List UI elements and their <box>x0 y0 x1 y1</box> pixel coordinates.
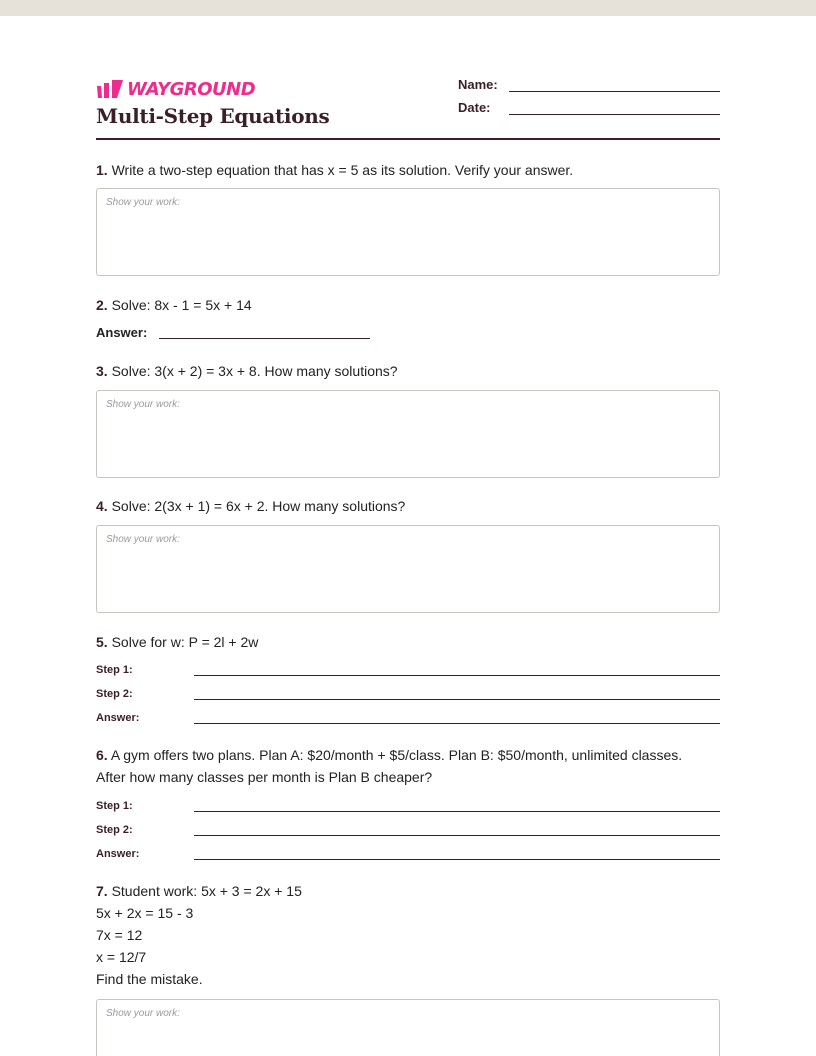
worksheet-header <box>96 76 720 140</box>
question-number: 2. <box>96 297 108 313</box>
question-number: 5. <box>96 634 108 650</box>
question-7 <box>96 880 720 990</box>
question-5 <box>96 631 720 653</box>
question-text: Solve: 2(3x + 1) = 6x + 2. How many solutions? <box>111 498 406 514</box>
question-number: 1. <box>96 162 108 178</box>
question-text: A gym offers two plans. Plan A: $20/month + $5/class. Plan B: $50/month, unlimited classes. <box>110 747 683 763</box>
student-work-line: 7x = 12 <box>96 927 143 943</box>
question-4 <box>96 495 720 517</box>
name-line[interactable] <box>509 91 720 92</box>
logo-text: WAYGROUND <box>127 78 256 100</box>
student-work-line: 5x + 2x = 15 - 3 <box>96 905 194 921</box>
question-text: Solve: 3(x + 2) = 3x + 8. How many solutions? <box>111 363 398 379</box>
work-box-3[interactable] <box>96 390 720 478</box>
work-placeholder: Show your work: <box>106 1008 180 1019</box>
answer-row[interactable] <box>96 848 720 864</box>
answer-label: Answer: <box>96 712 140 724</box>
question-line-2: After how many classes per month is Plan B cheaper? <box>96 769 433 785</box>
step-1-label: Step 1: <box>96 800 133 812</box>
answer-row[interactable] <box>96 712 720 728</box>
work-box-1[interactable] <box>96 188 720 276</box>
name-label: Name: <box>458 77 498 92</box>
date-label: Date: <box>458 100 491 115</box>
answer-line[interactable] <box>194 859 720 860</box>
work-placeholder: Show your work: <box>106 197 180 208</box>
wayground-logo-icon <box>96 79 124 99</box>
step-1-row[interactable] <box>96 664 720 680</box>
question-1 <box>96 159 720 181</box>
work-placeholder: Show your work: <box>106 399 180 410</box>
step-1-row[interactable] <box>96 800 720 816</box>
question-text: Solve for w: P = 2l + 2w <box>111 634 259 650</box>
student-work-line: x = 12/7 <box>96 949 147 965</box>
step-1-line[interactable] <box>194 811 720 812</box>
answer-line[interactable] <box>194 723 720 724</box>
top-strip <box>0 0 816 16</box>
step-2-label: Step 2: <box>96 688 133 700</box>
page-title: Multi-Step Equations <box>96 104 330 128</box>
step-1-label: Step 1: <box>96 664 133 676</box>
step-2-row[interactable] <box>96 688 720 704</box>
step-2-line[interactable] <box>194 835 720 836</box>
question-number: 4. <box>96 498 108 514</box>
question-number: 3. <box>96 363 108 379</box>
answer-line[interactable] <box>159 338 370 339</box>
question-line-1 <box>96 880 720 902</box>
question-number: 7. <box>96 883 108 899</box>
work-placeholder: Show your work: <box>106 534 180 545</box>
question-3 <box>96 360 720 382</box>
step-2-row[interactable] <box>96 824 720 840</box>
answer-row-2[interactable] <box>96 325 370 345</box>
question-6 <box>96 744 720 788</box>
brand-logo <box>96 78 255 100</box>
question-text: Write a two-step equation that has x = 5 as its solution. Verify your answer. <box>111 162 574 178</box>
step-2-line[interactable] <box>194 699 720 700</box>
question-2 <box>96 294 720 316</box>
question-prompt: Find the mistake. <box>96 971 203 987</box>
date-line[interactable] <box>509 114 720 115</box>
step-1-line[interactable] <box>194 675 720 676</box>
question-text: Solve: 8x - 1 = 5x + 14 <box>111 297 252 313</box>
name-field[interactable] <box>458 77 720 95</box>
answer-label: Answer: <box>96 848 140 860</box>
answer-label: Answer: <box>96 325 148 340</box>
work-box-4[interactable] <box>96 525 720 613</box>
question-line-1 <box>96 744 720 766</box>
question-text: Student work: 5x + 3 = 2x + 15 <box>111 883 302 899</box>
work-box-7[interactable] <box>96 999 720 1056</box>
question-number: 6. <box>96 747 108 763</box>
date-field[interactable] <box>458 100 720 118</box>
step-2-label: Step 2: <box>96 824 133 836</box>
